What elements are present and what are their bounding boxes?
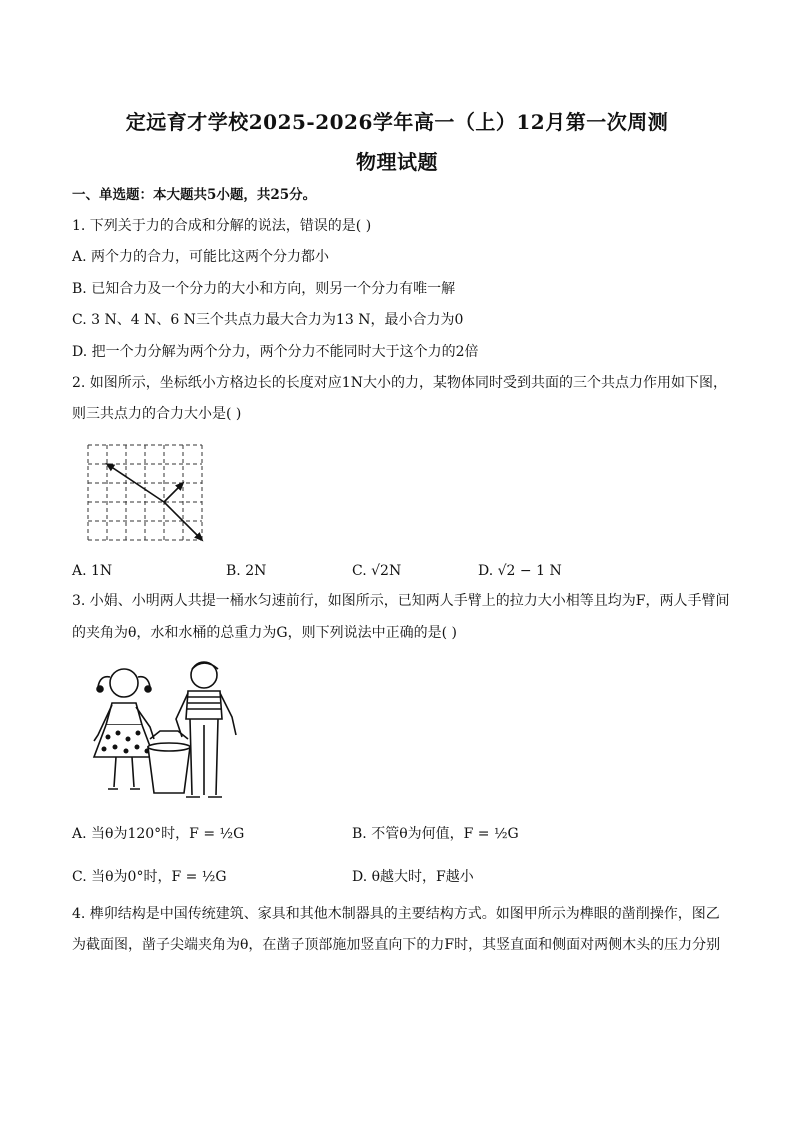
q1-option-a: A. 两个力的合力，可能比这两个分力都小 <box>72 249 330 265</box>
exam-subtitle: 物理试题 <box>356 150 438 174</box>
q2-option-d: D. √2 − 1 N <box>478 563 562 579</box>
q3-stem-line1: 3. 小娟、小明两人共提一桶水匀速前行，如图所示，已知两人手臂上的拉力大小相等且均为F，两人手臂间 <box>72 593 730 609</box>
q4-stem-line1: 4. 榫卯结构是中国传统建筑、家具和其他木制器具的主要结构方式。如图甲所示为榫眼的凿削操作，图乙 <box>72 906 720 922</box>
children-carrying-bucket-illustration <box>84 655 244 805</box>
q2-option-c: C. √2N <box>352 563 402 579</box>
force-arrowhead-1 <box>107 464 114 470</box>
q3-option-b: B. 不管θ为何值，F = ½G <box>352 826 519 842</box>
section-heading: 一、单选题：本大题共5小题，共25分。 <box>72 187 317 203</box>
q1-option-b: B. 已知合力及一个分力的大小和方向，则另一个分力有唯一解 <box>72 281 456 297</box>
q2-option-a: A. 1N <box>72 563 113 579</box>
q1-stem: 1. 下列关于力的合成和分解的说法，错误的是( ) <box>72 218 372 234</box>
q3-option-d: D. θ越大时，F越小 <box>352 869 474 885</box>
q1-option-c: C. 3 N、4 N、6 N三个共点力最大合力为13 N，最小合力为0 <box>72 312 464 328</box>
exam-title: 定远育才学校2025-2026学年高一（上）12月第一次周测 <box>125 110 669 134</box>
q2-stem-line2: 则三共点力的合力大小是( ) <box>72 406 242 422</box>
q1-option-d: D. 把一个力分解为两个分力，两个分力不能同时大于这个力的2倍 <box>72 344 479 360</box>
q3-stem-line2: 的夹角为θ，水和水桶的总重力为G，则下列说法中正确的是( ) <box>72 625 457 641</box>
q2-stem-line1: 2. 如图所示，坐标纸小方格边长的长度对应1N大小的力，某物体同时受到共面的三个共点力作用如下图， <box>72 375 727 391</box>
force-arrow-1 <box>107 464 164 502</box>
q4-stem-line2: 为截面图，凿子尖端夹角为θ，在凿子顶部施加竖直向下的力F时，其竖直面和侧面对两侧木头的压力分别 <box>72 937 721 953</box>
force-grid-figure <box>86 443 208 543</box>
q3-option-a: A. 当θ为120°时，F = ½G <box>72 826 245 842</box>
q2-option-b: B. 2N <box>226 563 267 579</box>
q3-option-c: C. 当θ为0°时，F = ½G <box>72 869 227 885</box>
